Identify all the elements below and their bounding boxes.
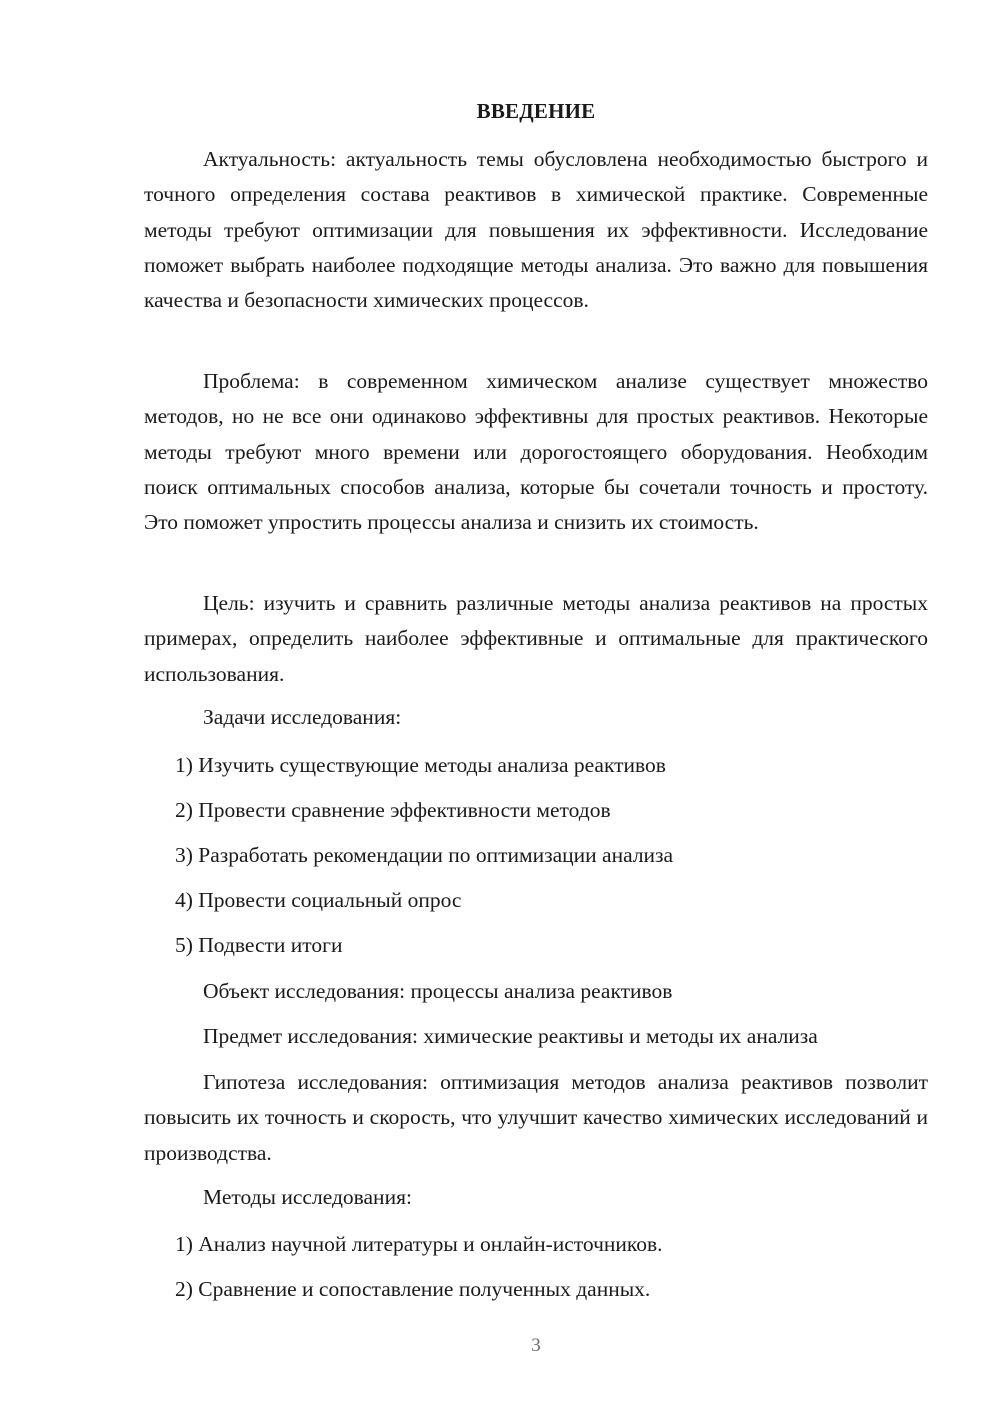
research-subject: Предмет исследования: химические реактивы и методы их анализа (203, 1024, 818, 1048)
task-item: 3) Разработать рекомендации по оптимизации анализа (175, 843, 674, 867)
methods-heading: Методы исследования: (203, 1185, 412, 1209)
task-item: 4) Провести социальный опрос (175, 888, 462, 912)
task-item: 2) Провести сравнение эффективности методов (175, 798, 611, 822)
tasks-heading: Задачи исследования: (203, 705, 402, 729)
method-item: 2) Сравнение и сопоставление полученных данных. (175, 1277, 651, 1301)
page-number: 3 (531, 1335, 541, 1356)
hypothesis-paragraph: Гипотеза исследования: оптимизация методов анализа реактивов позволит повысить их точность и скорость, что улучшит качество химических исследований и производства. (144, 1070, 928, 1165)
problem-paragraph: Проблема: в современном химическом анализе существует множество методов, но не все они одинаково эффективны для простых реактивов. Некоторые методы требуют много времени или дорогостоящего оборудования. Необходим поиск оптимальных способов анализа, которые бы сочетали точность и простоту. Это поможет упростить процессы анализа и снизить их стоимость. (144, 369, 928, 535)
task-item: 1) Изучить существующие методы анализа реактивов (175, 753, 666, 777)
relevance-paragraph: Актуальность: актуальность темы обусловлена необходимостью быстрого и точного определения состава реактивов в химической практике. Современные методы требуют оптимизации для повышения их эффективности. Исследование поможет выбрать наиболее подходящие методы анализа. Это важно для повышения качества и безопасности химических процессов. (144, 147, 928, 313)
method-item: 1) Анализ научной литературы и онлайн-источников. (175, 1232, 663, 1256)
research-object: Объект исследования: процессы анализа реактивов (203, 979, 673, 1003)
section-heading: ВВЕДЕНИЕ (476, 99, 596, 123)
goal-paragraph: Цель: изучить и сравнить различные методы анализа реактивов на простых примерах, определить наиболее эффективные и оптимальные для практического использования. (144, 591, 928, 686)
task-item: 5) Подвести итоги (175, 933, 343, 957)
